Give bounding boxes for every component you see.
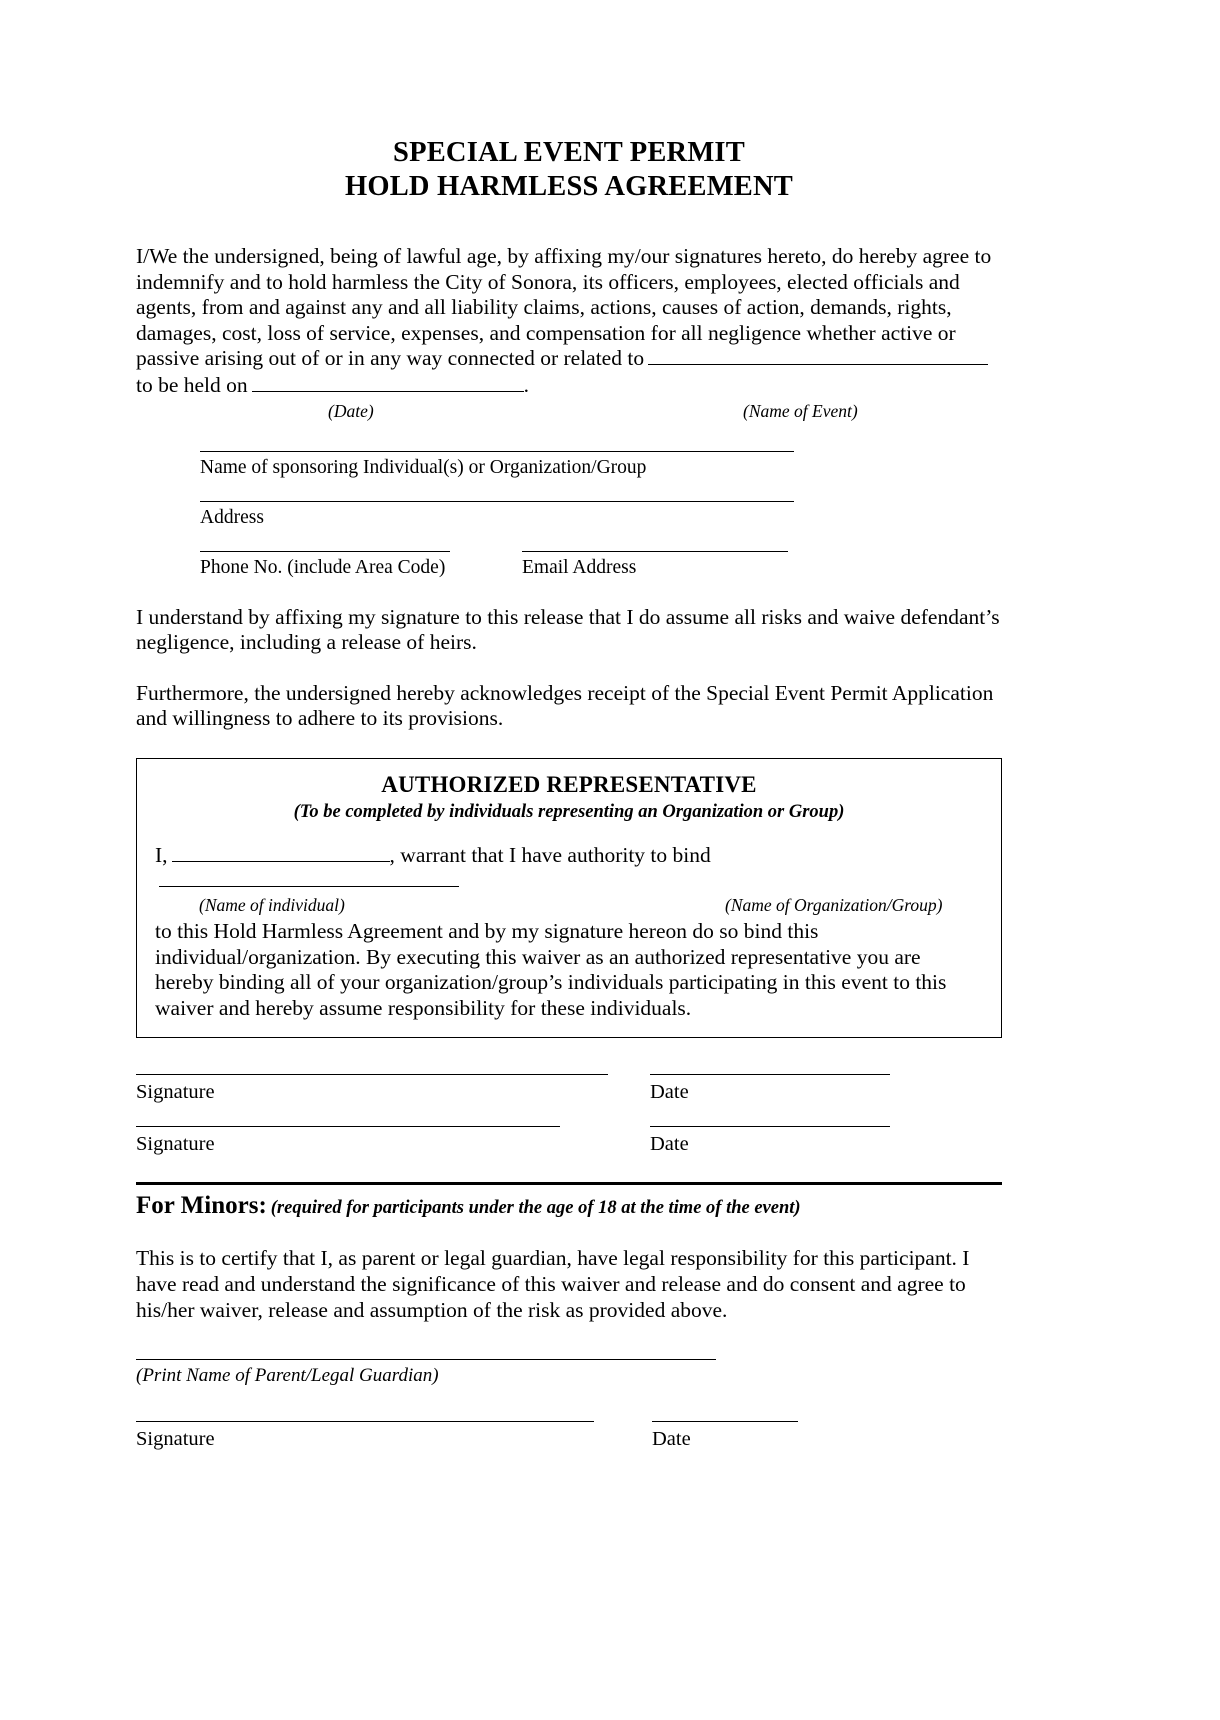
caption-row-date-event bbox=[136, 401, 1002, 423]
signature-row-2 bbox=[136, 1126, 1002, 1156]
date-label-2: Date bbox=[650, 1133, 689, 1156]
understand-paragraph: I understand by affixing my signature to this release that I do assume all risks and waive defendant’s negligence, including a release of heirs. bbox=[136, 604, 1000, 655]
minors-heading bbox=[136, 1185, 1002, 1222]
date-label-1: Date bbox=[650, 1081, 689, 1104]
authorized-representative-subtitle: (To be completed by individuals representing an Organization or Group) bbox=[293, 801, 845, 822]
date-field-2[interactable] bbox=[650, 1126, 890, 1156]
address-field[interactable] bbox=[200, 501, 794, 529]
email-label: Email Address bbox=[522, 556, 637, 578]
indemnity-text: I/We the undersigned, being of lawful age, by affixing my/our signatures hereto, do hereby agree to indemnify and to hold harmless the City of Sonora, its officers, employees, elected officials and agents, from and against any and all liability claims, actions, causes of action, demands, rights, damages, cost, loss of service, expenses, and compensation for all negligence whether active or passive arising out of or in any way connected or related to bbox=[136, 244, 992, 371]
furthermore-paragraph: Furthermore, the undersigned hereby acknowledges receipt of the Special Event Permit Application and willingness to adhere to its provisions. bbox=[136, 680, 994, 731]
sponsor-name-field[interactable] bbox=[200, 451, 794, 479]
document-content bbox=[136, 0, 1002, 1451]
caption-row-individual-org bbox=[155, 895, 983, 917]
event-date-line bbox=[136, 373, 1002, 399]
date-field-1[interactable] bbox=[650, 1074, 890, 1104]
minors-heading-colon: : bbox=[258, 1192, 267, 1220]
caption-name-of-individual: (Name of individual) bbox=[199, 894, 345, 915]
address-label bbox=[200, 502, 794, 529]
minors-signature-label: Signature bbox=[136, 1428, 215, 1451]
minors-date-label: Date bbox=[652, 1428, 691, 1451]
event-name-blank[interactable] bbox=[648, 364, 988, 365]
warrant-prefix: I, bbox=[155, 842, 168, 867]
address-label-text: Address bbox=[200, 506, 264, 528]
event-date-blank[interactable] bbox=[252, 391, 524, 392]
signature-row-1 bbox=[136, 1074, 1002, 1104]
warrant-middle: , warrant that I have authority to bind bbox=[389, 842, 711, 867]
caption-name-of-organization: (Name of Organization/Group) bbox=[725, 894, 943, 915]
to-be-held-on-label: to be held on bbox=[136, 372, 248, 397]
minors-signature-row bbox=[136, 1421, 1002, 1451]
sponsor-name-label: Name of sponsoring Individual(s) or Organization/Group bbox=[200, 456, 647, 478]
signature-label-1: Signature bbox=[136, 1081, 215, 1104]
period-mark: . bbox=[523, 372, 530, 397]
signature-field-1[interactable] bbox=[136, 1074, 608, 1104]
minors-date-field[interactable] bbox=[652, 1421, 798, 1451]
phone-label: Phone No. (include Area Code) bbox=[200, 556, 446, 578]
caption-date: (Date) bbox=[328, 400, 374, 421]
authorized-representative-title: AUTHORIZED REPRESENTATIVE bbox=[381, 771, 757, 797]
phone-email-row bbox=[200, 551, 1002, 579]
signature-field-2[interactable] bbox=[136, 1126, 560, 1156]
print-name-label: (Print Name of Parent/Legal Guardian) bbox=[136, 1365, 439, 1387]
minors-heading-note: (required for participants under the age of 18 at the time of the event) bbox=[270, 1198, 801, 1219]
minors-paragraph: This is to certify that I, as parent or legal guardian, have legal responsibility for this participant. I have read and understand the significance of this waiver and release and do consent and agree to his/her waiver, release and assumption of the risk as provided above. bbox=[136, 1246, 970, 1322]
indemnity-paragraph bbox=[136, 244, 1002, 372]
authorized-representative-body: to this Hold Harmless Agreement and by my signature hereon do so bind this individual/organization. By executing this waiver as an authorized representative you are hereby binding all of your organization/group’s individuals participating in this event to this waiver and hereby assume responsibility for these individuals. bbox=[155, 918, 947, 1020]
page-title bbox=[136, 0, 1002, 204]
print-name-field[interactable] bbox=[136, 1359, 716, 1387]
title-line-2: HOLD HARMLESS AGREEMENT bbox=[344, 171, 793, 202]
caption-name-of-event: (Name of Event) bbox=[743, 400, 858, 421]
minors-heading-text: For Minors bbox=[136, 1192, 259, 1220]
title-line-1: SPECIAL EVENT PERMIT bbox=[393, 137, 745, 168]
phone-field[interactable] bbox=[200, 551, 450, 579]
authorized-representative-box bbox=[136, 758, 1002, 1038]
organization-name-blank[interactable] bbox=[159, 886, 459, 887]
email-field[interactable] bbox=[522, 551, 788, 579]
signature-label-2: Signature bbox=[136, 1133, 215, 1156]
warrant-line bbox=[155, 823, 983, 893]
individual-name-blank[interactable] bbox=[172, 861, 390, 862]
minors-signature-field[interactable] bbox=[136, 1421, 594, 1451]
